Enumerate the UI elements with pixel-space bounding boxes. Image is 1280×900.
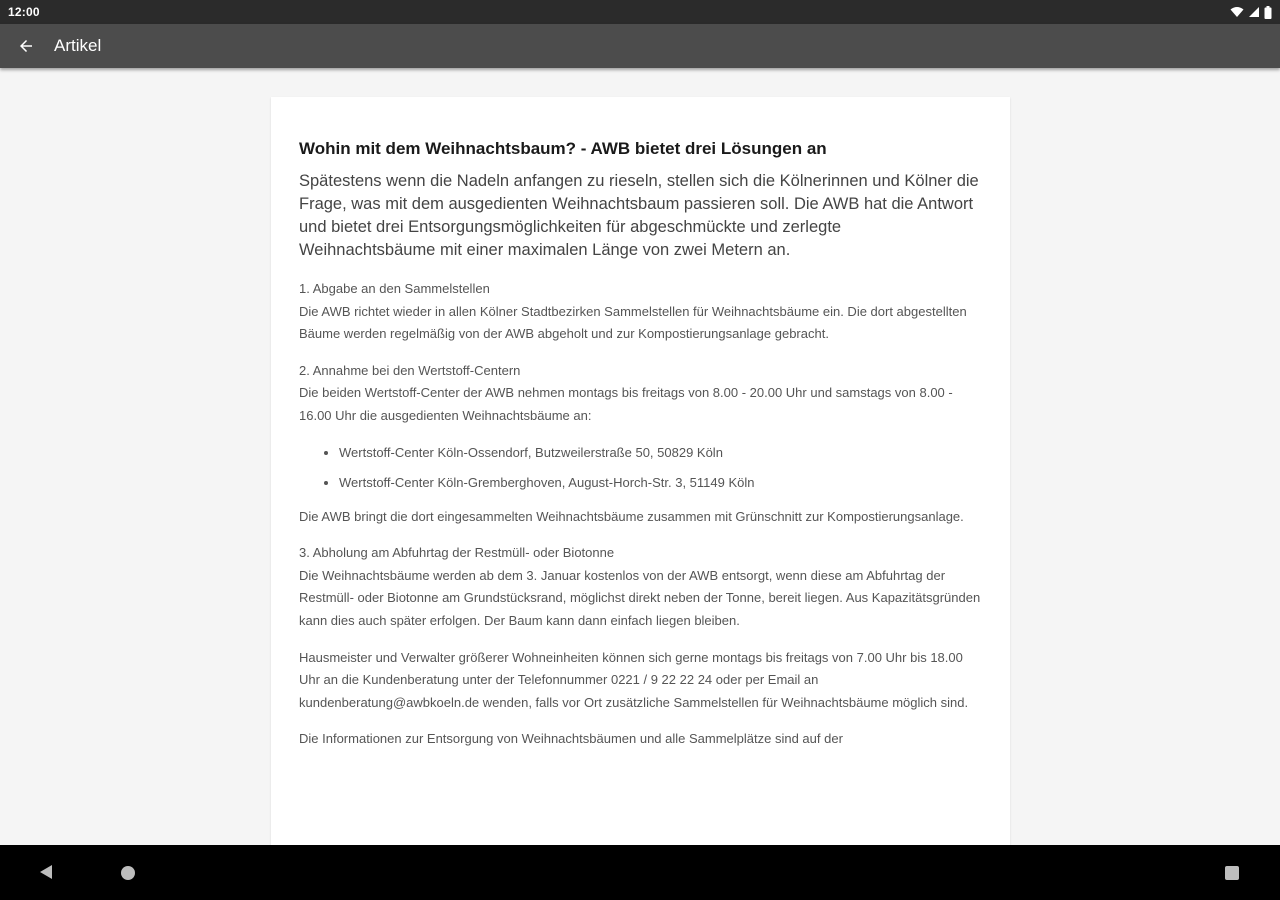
footer-paragraph: Die Informationen zur Entsorgung von Weihnachtsbäumen und alle Sammelplätze sind auf der (299, 731, 843, 747)
article-card (271, 97, 1010, 845)
battery-icon (1264, 6, 1272, 19)
section-1-heading: 1. Abgabe an den Sammelstellen (299, 281, 490, 296)
status-time: 12:00 (8, 5, 40, 19)
section-3 (299, 542, 982, 632)
section-3-text: Die Weihnachtsbäume werden ab dem 3. Januar kostenlos von der AWB entsorgt, wenn diese am Abfuhrtag der Restmüll- oder Biotonne am Grundstücksrand, möglichst direkt neben der Tonne, bereit liegen. Aus Kapazitätsgründen kann dies auch später erfolgen. Der Baum kann dann einfach liegen bleiben. (299, 567, 981, 628)
section-2-after: Die AWB bringt die dort eingesammelten Weihnachtsbäume zusammen mit Grünschnitt zur Kompostierungsanlage. (299, 508, 964, 524)
navigation-bar (0, 845, 1280, 900)
section-2-text: Die beiden Wertstoff-Center der AWB nehmen montags bis freitags von 8.00 - 20.00 Uhr und samstags von 8.00 - 16.00 Uhr die ausgedienten Weihnachtsbäume an: (299, 385, 953, 423)
wifi-icon (1230, 6, 1244, 18)
article-lead: Spätestens wenn die Nadeln anfangen zu rieseln, stellen sich die Kölnerinnen und Kölner die Frage, was mit dem ausgedienten Weihnachtsbaum passieren soll. Die AWB hat die Antwort und bietet drei Entsorgungsmöglichkeiten für abgeschmückte und zerlegte Weihnachtsbäume mit einer maximalen Länge von zwei Metern an. (299, 172, 979, 259)
status-bar (0, 0, 1280, 24)
app-bar (0, 24, 1280, 68)
arrow-back-icon (17, 37, 35, 55)
nav-recents-icon[interactable] (1224, 865, 1240, 881)
status-icons (1230, 6, 1272, 19)
section-3-heading: 3. Abholung am Abfuhrtag der Restmüll- oder Biotonne (299, 545, 615, 561)
article-scroll-area[interactable] (0, 68, 1280, 845)
back-button[interactable] (14, 34, 38, 58)
section-2 (299, 360, 982, 428)
app-title: Artikel (54, 36, 102, 55)
nav-back-icon[interactable] (38, 864, 54, 880)
location-list (299, 442, 982, 494)
signal-icon (1248, 6, 1260, 18)
contact-paragraph: Hausmeister und Verwalter größerer Wohneinheiten können sich gerne montags bis freitags von 7.00 Uhr bis 18.00 Uhr an die Kundenberatung unter der Telefonnummer 0221 / 9 22 22 24 oder per Email an kundenberatung@awbkoeln.de wenden, falls vor Ort zusätzliche Sammelstellen für Weihnachtsbäume möglich sind. (299, 649, 969, 710)
article-title: Wohin mit dem Weihnachtsbaum? - AWB bietet drei Lösungen an (299, 139, 827, 158)
list-item: • Wertstoff-Center Köln-Gremberghoven, August-Horch-Str. 3, 51149 Köln (339, 472, 982, 494)
list-item: • Wertstoff-Center Köln-Ossendorf, Butzweilerstraße 50, 50829 Köln (339, 442, 982, 464)
section-2-heading: 2. Annahme bei den Wertstoff-Centern (299, 362, 521, 378)
section-1 (299, 278, 982, 346)
nav-home-icon[interactable] (120, 865, 136, 881)
section-1-text: Die AWB richtet wieder in allen Kölner Stadtbezirken Sammelstellen für Weihnachtsbäume ein. Die dort abgestellten Bäume werden regelmäßig von der AWB abgeholt und zur Kompostierungsanlage gebracht. (299, 303, 967, 342)
